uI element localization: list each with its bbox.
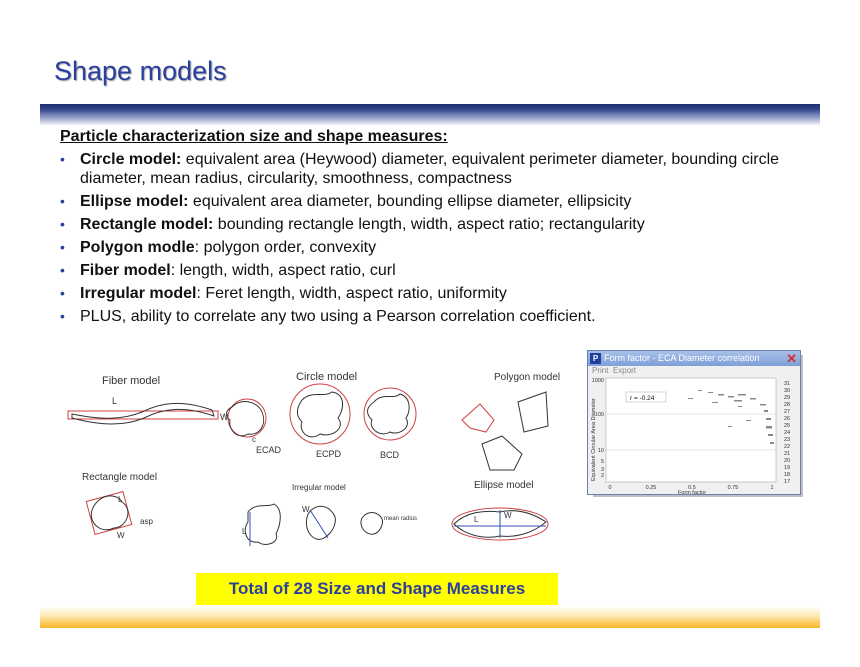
density-mark — [718, 394, 724, 396]
irr-mean-radius-label: mean radius — [384, 516, 418, 522]
ell-width-label: W — [504, 511, 512, 520]
slide-content — [60, 128, 820, 330]
density-mark — [746, 420, 751, 421]
rect-asp-label: asp — [140, 517, 153, 526]
density-mark — [770, 442, 774, 444]
fiber-width-label: W — [220, 412, 229, 422]
bcd-label: BCD — [380, 450, 400, 460]
correlation-annotation: r = -0.24 — [630, 395, 655, 402]
ellipse-model-title: Ellipse model — [474, 480, 534, 491]
bullet-item — [60, 215, 820, 234]
legend-25: 25 — [784, 423, 791, 429]
x-tick-0.25: 0.25 — [645, 485, 657, 491]
window-menu — [588, 366, 800, 376]
bullet-bold: Irregular model — [80, 285, 197, 302]
app-icon: P — [590, 353, 601, 364]
bullet-dot: • — [60, 262, 65, 278]
legend-22: 22 — [784, 444, 791, 450]
rectangle-model-title: Rectangle model — [82, 472, 158, 483]
close-icon[interactable]: ✕ — [786, 351, 797, 366]
legend-21: 21 — [784, 451, 791, 457]
bullet-list — [60, 150, 820, 326]
legend-31: 31 — [784, 381, 791, 387]
ecad-shape — [226, 402, 263, 436]
bullet-text: : length, width, aspect ratio, curl — [170, 262, 396, 279]
circle-model-title: Circle model — [296, 371, 358, 383]
bullet-bold: Ellipse model: — [80, 193, 189, 210]
bullet-dot: • — [60, 239, 65, 255]
x-tick-0.75: 0.75 — [727, 485, 739, 491]
irregular-shape-3 — [361, 513, 383, 535]
polygon-shape-3 — [482, 436, 522, 470]
legend-29: 29 — [784, 395, 791, 401]
density-mark — [768, 434, 773, 436]
y-tick-3: 3 — [600, 467, 604, 473]
menu-export[interactable]: Export — [612, 366, 637, 375]
bullet-dot: • — [60, 193, 65, 209]
y-tick-2: 2 — [600, 473, 604, 479]
fiber-bounding-box — [68, 411, 218, 419]
irr-width-label: W — [302, 505, 310, 514]
density-mark — [738, 394, 746, 396]
shape-models-illustration — [62, 362, 582, 562]
x-axis-label: Form factor — [677, 490, 707, 494]
fiber-length-label: L — [112, 396, 118, 406]
rect-width-label: W — [117, 531, 125, 540]
density-mark — [750, 398, 756, 400]
density-mark — [766, 418, 771, 420]
bullet-dot: • — [60, 151, 65, 167]
density-mark — [738, 406, 742, 407]
bullet-item — [60, 284, 820, 303]
rectangle-box — [86, 492, 132, 535]
ecad-label: ECAD — [256, 445, 282, 455]
bullet-dot: • — [60, 308, 65, 324]
bullet-bold: Polygon modle — [80, 239, 195, 256]
density-mark — [734, 400, 742, 402]
rect-length-label: L — [118, 495, 123, 504]
density-mark — [698, 390, 702, 391]
bullet-bold: Circle model: — [80, 151, 182, 168]
irregular-width-line — [310, 510, 328, 538]
bullet-bold: Rectangle model: — [80, 216, 214, 233]
legend-19: 19 — [784, 465, 791, 471]
density-mark — [708, 392, 713, 393]
bullet-item — [60, 150, 820, 188]
subheading: Particle characterization size and shape measures: — [60, 128, 448, 145]
ecpd-label: ECPD — [316, 449, 342, 459]
legend-27: 27 — [784, 409, 791, 415]
window-title: Form factor - ECA Diameter correlation — [604, 353, 760, 363]
density-mark — [760, 404, 766, 406]
y-tick-5: 5 — [600, 459, 604, 465]
bullet-text: bounding rectangle length, width, aspect ratio; rectangularity — [213, 216, 645, 233]
legend-18: 18 — [784, 472, 791, 478]
y-tick-1000: 1000 — [591, 378, 604, 384]
legend-23: 23 — [784, 437, 791, 443]
bullet-text: : Feret length, width, aspect ratio, uniformity — [196, 285, 507, 302]
polygon-shape-2 — [518, 392, 548, 432]
bullet-text: equivalent area diameter, bounding ellipse diameter, ellipsicity — [188, 193, 632, 210]
y-tick-10: 10 — [597, 448, 604, 454]
correlation-window — [587, 350, 801, 495]
bullet-item — [60, 192, 820, 211]
footer-band — [40, 606, 820, 628]
ell-length-label: L — [474, 515, 479, 524]
title-band — [40, 104, 820, 126]
density-mark — [766, 426, 772, 429]
x-tick-0: 0 — [608, 485, 612, 491]
y-tick-100: 100 — [594, 412, 604, 418]
bullet-bold: Fiber model — [80, 262, 171, 279]
legend-30: 30 — [784, 388, 791, 394]
bullet-text: : polygon order, convexity — [194, 239, 377, 256]
bullet-item — [60, 238, 820, 257]
polygon-model-title: Polygon model — [494, 372, 561, 383]
correlation-chart — [588, 376, 800, 494]
density-mark — [764, 410, 768, 412]
bullet-item — [60, 307, 820, 326]
ecpd-shape — [297, 392, 342, 437]
window-titlebar[interactable] — [588, 351, 800, 366]
fiber-curl-label: c — [252, 435, 256, 444]
fiber-model-title: Fiber model — [102, 375, 161, 387]
legend-26: 26 — [784, 416, 791, 422]
density-mark — [688, 398, 693, 399]
bullet-item — [60, 261, 820, 280]
bullet-dot: • — [60, 285, 65, 301]
legend-17: 17 — [784, 479, 791, 485]
menu-print[interactable]: Print — [592, 366, 609, 375]
y-axis-label: Equivalent Circular Area Diameter — [591, 398, 597, 481]
slide-title: Shape models — [54, 56, 227, 86]
legend-20: 20 — [784, 458, 791, 464]
density-mark — [728, 396, 734, 398]
total-measures-banner: Total of 28 Size and Shape Measures — [196, 573, 558, 605]
bullet-dot: • — [60, 216, 65, 232]
polygon-shape-1 — [462, 404, 494, 432]
fiber-shape — [72, 403, 214, 424]
bcd-shape — [368, 394, 410, 434]
legend-28: 28 — [784, 402, 791, 408]
x-tick-1: 1 — [770, 485, 774, 491]
bullet-text: PLUS, ability to correlate any two using a Pearson correlation coefficient. — [80, 308, 596, 325]
x-tick-0.5: 0.5 — [688, 485, 696, 491]
irr-length-label: L — [242, 527, 247, 536]
density-mark — [728, 426, 732, 427]
ecad-circle — [228, 399, 266, 437]
legend-24: 24 — [784, 430, 791, 436]
color-legend — [784, 381, 790, 485]
density-mark — [712, 402, 718, 403]
bullet-text: equivalent area (Heywood) diameter, equivalent perimeter diameter, bounding circle diameter, mean radius, circularity, smoothness, compactness — [80, 151, 780, 187]
irregular-model-title: Irregular model — [292, 483, 346, 492]
